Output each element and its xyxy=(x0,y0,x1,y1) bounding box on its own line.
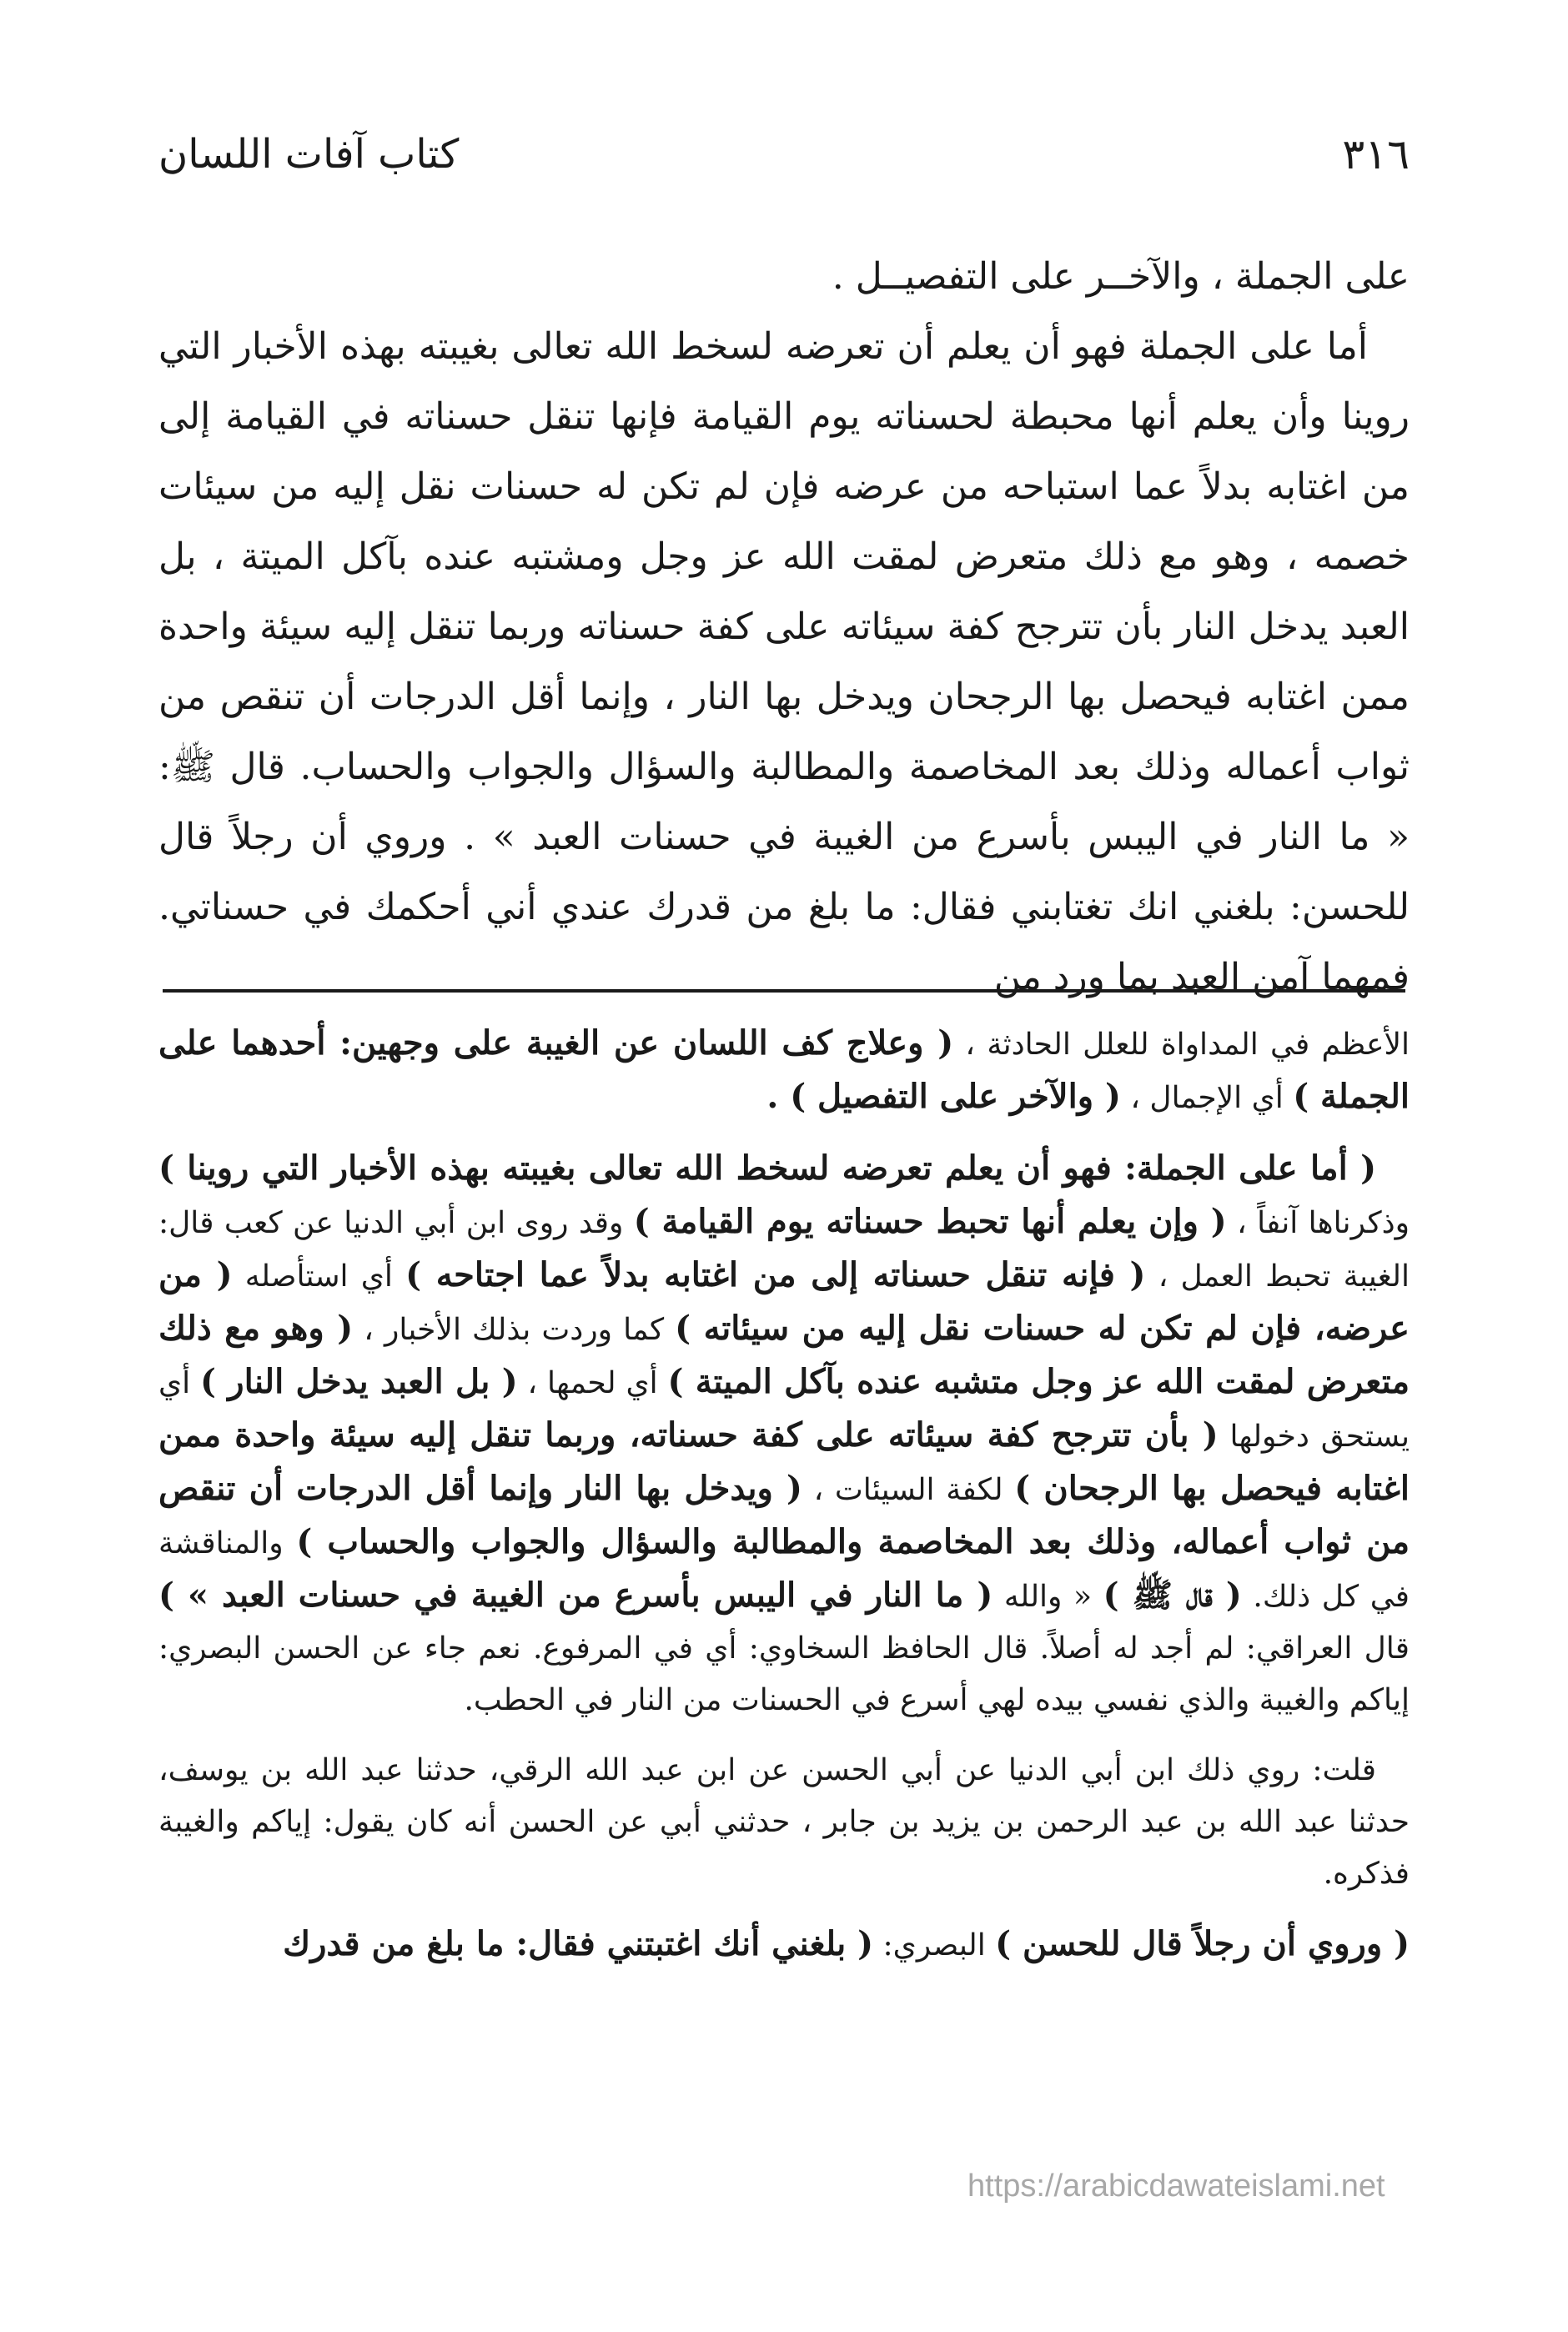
commentary-text: لكفة السيئات ، xyxy=(802,1473,1015,1507)
commentary-paragraph xyxy=(158,1018,1410,1124)
quoted-text: ( أما على الجملة: فهو أن يعلم تعرضه لسخط الله تعالى بغيبته بهذه الأخبار التي روينا ) xyxy=(158,1148,1376,1188)
quoted-text: ( وروي أن رجلاً قال للحسن ) xyxy=(995,1924,1410,1963)
commentary-text: والمناقشة في كل ذلك. xyxy=(158,1526,1410,1614)
footnote-divider xyxy=(163,989,1405,993)
commentary-text: وقد روى ابن أبي الدنيا عن كعب قال: الغيبة تحبط العمل ، xyxy=(158,1206,1410,1294)
commentary-text: أي الإجمال ، xyxy=(1120,1081,1294,1115)
quoted-text: ( بل العبد يدخل النار ) xyxy=(200,1362,518,1401)
book-title: كتاب آفات اللسان xyxy=(158,131,460,178)
commentary-text: الأعظم في المداواة للعلل الحادثة ، xyxy=(953,1028,1410,1062)
commentary-paragraph xyxy=(158,1918,1410,1972)
commentary-text: أي يستحق دخولها xyxy=(158,1366,1410,1454)
commentary-text: قال العراقي: لم أجد له أصلاً. قال الحافظ السخاوي: أي في المرفوع. نعم جاء عن الحسن البصري: إياكم والغيبة والذي نفسي بيده لهي أسرع في الحسنات من النار في الحطب. xyxy=(158,1631,1410,1717)
main-paragraph: أما على الجملة فهو أن يعلم أن تعرضه لسخط الله تعالى بغيبته بهذه الأخبار التي روينا وأن يعلم أنها محبطة لحسناته يوم القيامة فإنها تنقل حسناته في القيامة إلى من اغتابه بدلاً عما استباحه من عرضه فإن لم تكن له حسنات نقل إليه من سيئات خصمه ، وهو مع ذلك متعرض لمقت الله عز وجل ومشتبه عنده بآكل الميتة ، بل العبد يدخل النار بأن تترجح كفة سيئاته على كفة حسناته وربما تنقل إليه سيئة واحدة ممن اغتابه فيحصل بها الرجحان ويدخل بها النار ، وإنما أقل الدرجات أن تنقص من ثواب أعماله وذلك بعد المخاصمة والمطالبة والسؤال والجواب والحساب. قال ﷺ: « ما النار في اليبس بأسرع من الغيبة في حسنات العبد » . وروي أن رجلاً قال للحسن: بلغني انك تغتابني فقال: ما بلغ من قدرك عندي أني أحكمك في حسناتي. فمهما آمن العبد بما ورد من xyxy=(158,325,1410,998)
quoted-text: ( وهو مع ذلك متعرض لمقت الله عز وجل متشبه عنده بآكل الميتة ) xyxy=(158,1309,1410,1401)
page-header xyxy=(158,125,1410,183)
commentary-paragraph: قلت: روي ذلك ابن أبي الدنيا عن أبي الحسن عن ابن عبد الله الرقي، حدثنا عبد الله بن يوسف، حدثنا عبد الله بن عبد الرحمن بن يزيد بن جابر ، حدثني أبي عن الحسن أنه كان يقول: إياكم والغيبة فذكره. xyxy=(158,1753,1410,1891)
commentary-text: البصري: xyxy=(873,1928,996,1963)
quoted-text: ( فإنه تنقل حسناته إلى من اغتابه بدلاً عما اجتاحه ) xyxy=(405,1255,1146,1294)
commentary-text: أي استأصله xyxy=(232,1259,406,1294)
main-text xyxy=(158,242,1410,1013)
commentary xyxy=(158,1018,1410,1990)
page-number: ٣١٦ xyxy=(1342,130,1410,178)
quoted-text: ( قال ﷺ ) xyxy=(1103,1576,1242,1615)
commentary-text: كما وردت بذلك الأخبار ، xyxy=(353,1313,676,1347)
commentary-text: أي لحمها ، xyxy=(517,1366,668,1400)
quoted-text: ( وعلاج كف اللسان عن الغيبة على وجهين: أحدهما على الجملة ) xyxy=(158,1023,1410,1116)
watermark-url: https://arabicdawateislami.net xyxy=(967,2169,1385,2204)
commentary-text: « والله xyxy=(993,1580,1103,1614)
quoted-text: ( بأن تترجح كفة سيئاته على كفة حسناته، وربما تنقل إليه سيئة واحدة ممن اغتابه فيحصل بها الرجحان ) xyxy=(158,1415,1410,1508)
quoted-text: ( ويدخل بها النار وإنما أقل الدرجات أن تنقص من ثواب أعماله، وذلك بعد المخاصمة والمطالبة والسؤال والجواب والحساب ) xyxy=(158,1469,1410,1561)
main-paragraph: على الجملة ، والآخــر على التفصيــل . xyxy=(832,255,1410,298)
quoted-text: ( من عرضه، فإن لم تكن له حسنات نقل إليه من سيئاته ) xyxy=(158,1255,1410,1348)
quoted-text: ( وإن يعلم أنها تحبط حسناته يوم القيامة ) xyxy=(633,1202,1227,1241)
quoted-text: ( بلغني أنك اغتبتني فقال: ما بلغ من قدرك xyxy=(283,1924,874,1963)
commentary-text: وذكرناها آنفاً ، xyxy=(1226,1206,1410,1240)
quoted-text: ( ما النار في اليبس بأسرع من الغيبة في حسنات العبد » ) xyxy=(158,1576,993,1615)
quoted-text: ( والآخر على التفصيل ) . xyxy=(766,1077,1121,1116)
commentary-paragraph xyxy=(158,1143,1410,1726)
